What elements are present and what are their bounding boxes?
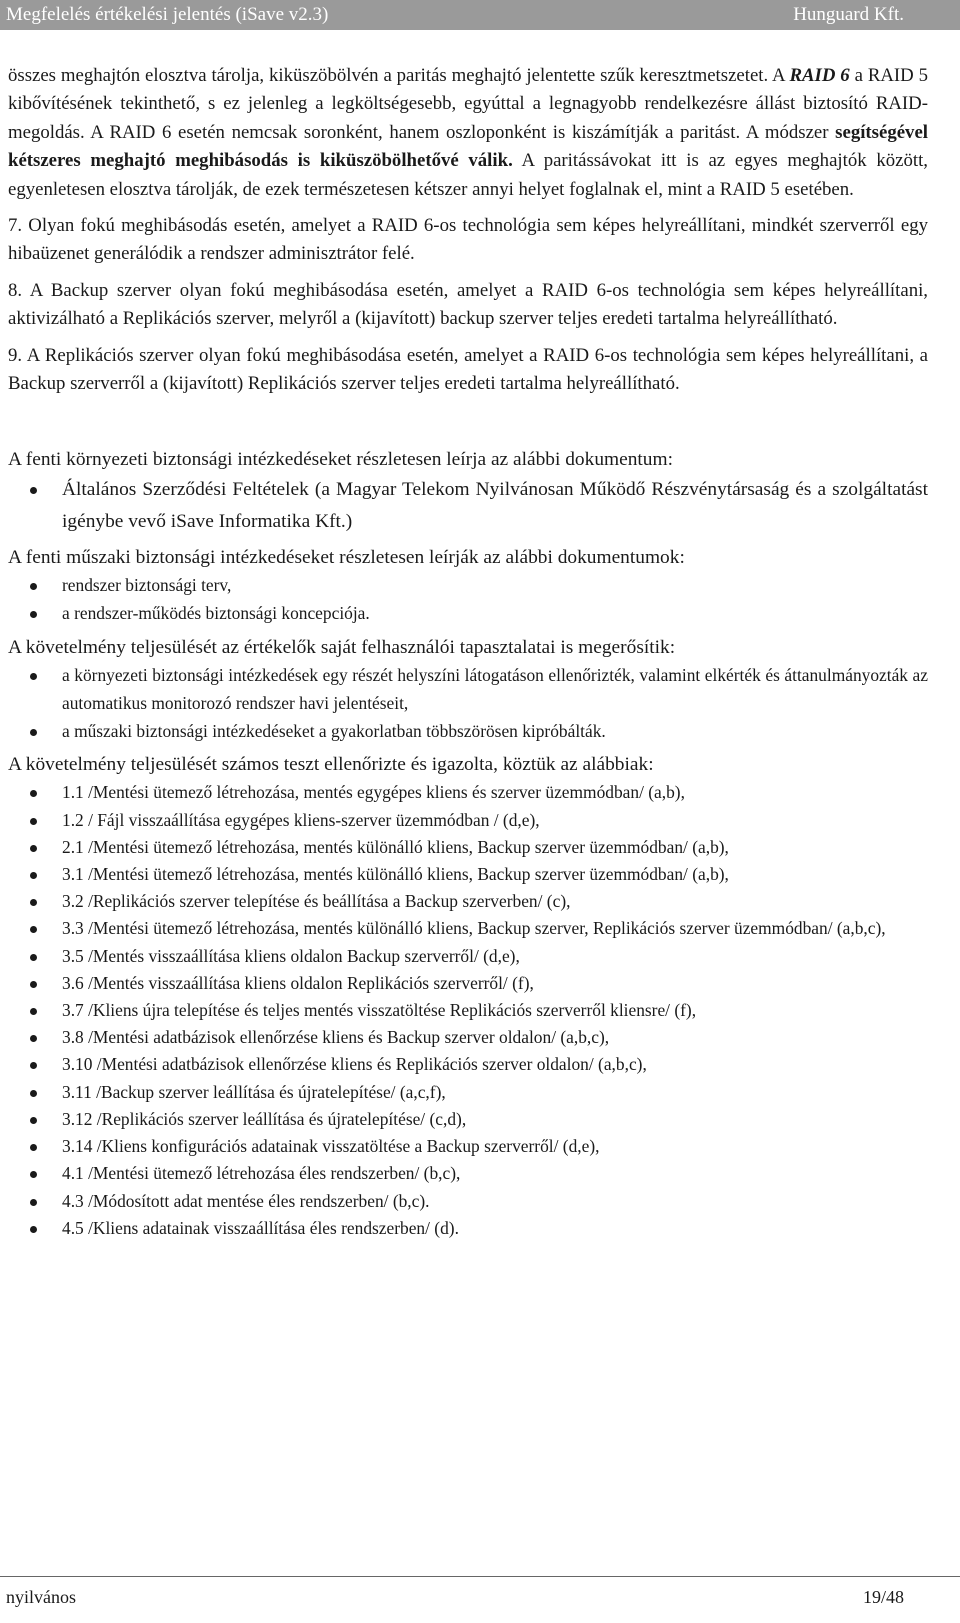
raid-paragraph: [8, 62, 928, 204]
list-item: 1.1 /Mentési ütemező létrehozása, mentés egygépes kliens és szerver üzemmódban/ (a,b),: [8, 779, 928, 806]
list-item: a műszaki biztonsági intézkedéseket a gyakorlatban többszörösen kipróbálták.: [8, 718, 928, 746]
list-item: 4.1 /Mentési ütemező létrehozása éles rendszerben/ (b,c),: [8, 1160, 928, 1187]
paragraph-8: 8. A Backup szerver olyan fokú meghibásodása esetén, amelyet a RAID 6-os technológia sem képes helyreállítani, aktivizálható a Replikációs szerver, melyről a (kijavított) backup szerver teljes eredeti tartalma helyreállítható.: [8, 279, 928, 330]
list-item: 3.1 /Mentési ütemező létrehozása, mentés különálló kliens, Backup szerver üzemmódban/ (a,b),: [8, 861, 928, 888]
section-technical-intro: A fenti műszaki biztonsági intézkedéseket részletesen leírják az alábbi dokumentumok:: [8, 547, 685, 569]
page-number: 19/48: [862, 1587, 904, 1607]
list-item: 3.12 /Replikációs szerver leállítása és újratelepítése/ (c,d),: [8, 1106, 928, 1133]
paragraph-9: 9. A Replikációs szerver olyan fokú meghibásodása esetén, amelyet a RAID 6-os technológia sem képes helyreállítani, a Backup szerverről a (kijavított) Replikációs szerver teljes eredeti tartalma helyreállítható.: [8, 344, 928, 395]
raid-bold-text: segítségével kétszeres meghajtó meghibásodás is kiküszöbölhetővé válik.: [8, 121, 928, 172]
list-item: 3.14 /Kliens konfigurációs adatainak visszatöltése a Backup szerverről/ (d,e),: [8, 1133, 928, 1160]
raid-text-b: a RAID 5 kibővítésének tekinthető, s ez jelenleg a legköltségesebb, egyúttal a legnagyobb rendelkezésre állást biztosító RAID-megoldás. A RAID 6 esetén nemcsak soronként, hanem oszloponként is kiszámítják a paritást. A módszer: [8, 65, 928, 143]
page-header: [0, 0, 960, 30]
list-item: 3.6 /Mentés visszaállítása kliens oldalon Replikációs szerverről/ (f),: [8, 970, 928, 997]
experience-list: [8, 662, 928, 745]
paragraph-7: 7. Olyan fokú meghibásodás esetén, amelyet a RAID 6-os technológia sem képes helyreállítani, mindkét szerverről egy hibaüzenet generálódik a rendszer adminisztrátor felé.: [8, 215, 928, 265]
list-item: 4.5 /Kliens adatainak visszaállítása éles rendszerben/ (d).: [8, 1215, 928, 1242]
list-item: 3.5 /Mentés visszaállítása kliens oldalon Backup szerverről/ (d,e),: [8, 943, 928, 970]
technical-doc-list: [8, 572, 928, 628]
list-item: a környezeti biztonsági intézkedések egy részét helyszíni látogatáson ellenőrizték, valamint elkérték és áttanulmányozták az automatikus monitorozó rendszer havi jelentéseit,: [8, 662, 928, 718]
environment-doc-list: [8, 474, 928, 538]
list-item: 3.3 /Mentési ütemező létrehozása, mentés különálló kliens, Backup szerver, Replikációs szerver üzemmódban/ (a,b,c),: [8, 915, 928, 942]
list-item: 3.11 /Backup szerver leállítása és újratelepítése/ (a,c,f),: [8, 1079, 928, 1106]
list-item: 4.3 /Módosított adat mentése éles rendszerben/ (b,c).: [8, 1188, 928, 1215]
page-footer: [0, 1576, 960, 1623]
list-item: 3.8 /Mentési adatbázisok ellenőrzése kliens és Backup szerver oldalon/ (a,b,c),: [8, 1024, 928, 1051]
classification-label: nyilvános: [6, 1587, 76, 1607]
list-item: a rendszer-működés biztonsági koncepciója.: [8, 600, 928, 628]
list-item: 3.10 /Mentési adatbázisok ellenőrzése kliens és Replikációs szerver oldalon/ (a,b,c),: [8, 1051, 928, 1078]
section-environment-intro: A fenti környezeti biztonsági intézkedéseket részletesen leírja az alábbi dokumentum:: [8, 449, 673, 471]
list-item: 1.2 / Fájl visszaállítása egygépes kliens-szerver üzemmódban / (d,e),: [8, 807, 928, 834]
list-item: 3.7 /Kliens újra telepítése és teljes mentés visszatöltése Replikációs szerverről kliensre/ (f),: [8, 997, 928, 1024]
raid6-emphasis: RAID 6: [789, 65, 850, 86]
section-tests-intro: A követelmény teljesülését számos teszt ellenőrizte és igazolta, köztük az alábbiak:: [8, 754, 654, 776]
raid-text-c: A paritássávokat itt is az egyes meghajtók között, egyenletesen elosztva tárolják, de ezek természetesen kétszer annyi helyet foglalnak el, mint a RAID 5 esetében.: [8, 150, 928, 200]
list-item: Általános Szerződési Feltételek (a Magyar Telekom Nyilvánosan Működő Részvénytársaság és a szolgáltatást igénybe vevő iSave Informatika Kft.): [8, 474, 928, 538]
tests-list: [8, 779, 928, 1241]
list-item: 2.1 /Mentési ütemező létrehozása, mentés különálló kliens, Backup szerver üzemmódban/ (a,b),: [8, 834, 928, 861]
list-item: rendszer biztonsági terv,: [8, 572, 928, 600]
list-item: 3.2 /Replikációs szerver telepítése és beállítása a Backup szerverben/ (c),: [8, 888, 928, 915]
raid-text-a: összes meghajtón elosztva tárolja, kiküszöbölvén a paritás meghajtó jelentette szűk keresztmetszetet. A: [8, 65, 790, 86]
section-experience-intro: A követelmény teljesülését az értékelők saját felhasználói tapasztalatai is megerősítik:: [8, 637, 676, 659]
document-title: Megfelelés értékelési jelentés (iSave v2.3): [6, 4, 329, 25]
company-name: Hunguard Kft.: [793, 4, 904, 25]
page-content: [8, 62, 928, 1242]
